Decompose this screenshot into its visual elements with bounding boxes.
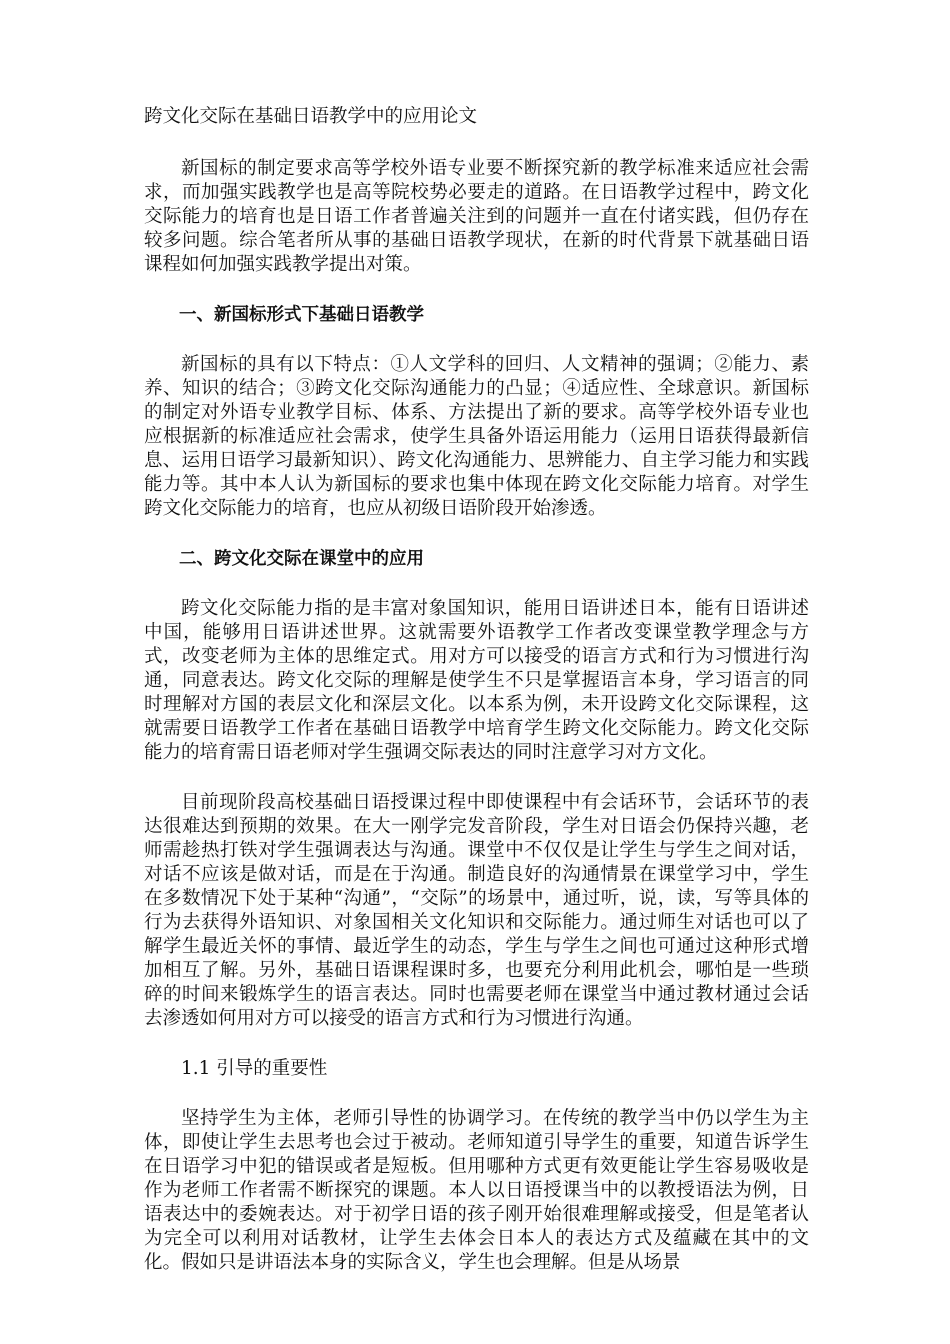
subsection-1-1-paragraph: 坚持学生为主体，老师引导性的协调学习。在传统的教学当中仍以学生为主体，即使让学生去思考也会过于被动。老师知道引导学生的重要，知道告诉学生在日语学习中犯的错误或者是短板。但用哪种方式更有效更能让学生容易吸收是作为老师工作者需不断探究的课题。本人以日语授课当中的以教授语法为例，日语表达中的委婉表达。对于初学日语的孩子刚开始很难理解或接受，但是笔者认为完全可以利用对话教材，让学生去体会日本人的表达方式及蕴藏在其中的文化。假如只是讲语法本身的实际含义，学生也会理解。但是从场景 [144,1108,809,1273]
document-body [144,105,809,1301]
intro-paragraph: 新国标的制定要求高等学校外语专业要不断探究新的教学标准来适应社会需求，而加强实践教学也是高等院校势必要走的道路。在日语教学过程中，跨文化交际能力的培育也是日语工作者普遍关注到的问题并一直在付诸实践，但仍存在较多问题。综合笔者所从事的基础日语教学现状，在新的时代背景下就基础日语课程如何加强实践教学提出对策。 [144,158,809,275]
document-title: 跨文化交际在基础日语教学中的应用论文 [144,106,478,127]
subsection-1-1-heading: 1.1 引导的重要性 [181,1058,328,1079]
section-2-heading: 二、跨文化交际在课堂中的应用 [179,549,424,569]
section-2-paragraph-2: 目前现阶段高校基础日语授课过程中即使课程中有会话环节，会话环节的表达很难达到预期的效果。在大一刚学完发音阶段，学生对日语会仍保持兴趣，老师需趁热打铁对学生强调表达与沟通。课堂中不仅仅是让学生与学生之间对话，对话不应该是做对话，而是在于沟通。制造良好的沟通情景在课堂学习中，学生在多数情况下处于某种“沟通”，“交际”的场景中，通过听，说，读，写等具体的行为去获得外语知识、对象国相关文化知识和交际能力。通过师生对话也可以了解学生最近关怀的事情、最近学生的动态，学生与学生之间也可通过这种形式增加相互了解。另外，基础日语课程课时多，也要充分利用此机会，哪怕是一些琐碎的时间来锻炼学生的语言表达。同时也需要老师在课堂当中通过教材通过会话去渗透如何用对方可以接受的语言方式和行为习惯进行沟通。 [144,792,809,1029]
section-1-paragraph: 新国标的具有以下特点：①人文学科的回归、人文精神的强调；②能力、素养、知识的结合；③跨文化交际沟通能力的凸显；④适应性、全球意识。新国标的制定对外语专业教学目标、体系、方法提出了新的要求。高等学校外语专业也应根据新的标准适应社会需求，使学生具备外语运用能力（运用日语获得最新信息、运用日语学习最新知识）、跨文化沟通能力、思辨能力、自主学习能力和实践能力等。其中本人认为新国标的要求也集中体现在跨文化交际能力培育。对学生跨文化交际能力的培育，也应从初级日语阶段开始渗透。 [144,354,809,519]
section-2-paragraph-1: 跨文化交际能力指的是丰富对象国知识，能用日语讲述日本，能有日语讲述中国，能够用日语讲述世界。这就需要外语教学工作者改变课堂教学理念与方式，改变老师为主体的思维定式。用对方可以接受的语言方式和行为习惯进行沟通，同意表达。跨文化交际的理解是使学生不只是掌握语言本身，学习语言的同时理解对方国的表层文化和深层文化。以本系为例，未开设跨文化交际课程，这就需要日语教学工作者在基础日语教学中培育学生跨文化交际能力。跨文化交际能力的培育需日语老师对学生强调交际表达的同时注意学习对方文化。 [144,598,809,763]
section-1-heading: 一、新国标形式下基础日语教学 [179,305,424,325]
